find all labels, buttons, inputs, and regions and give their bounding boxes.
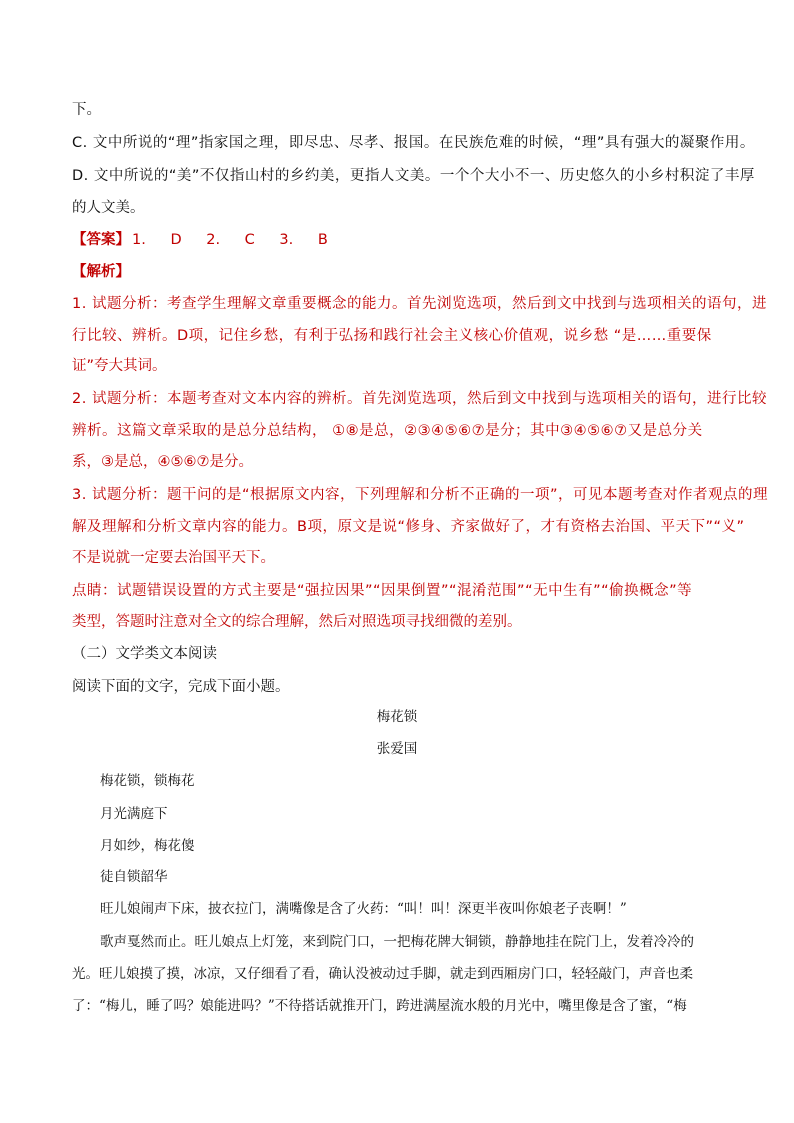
verse-1: 梅花锁，锁梅花	[100, 773, 195, 789]
reading-instruction: 阅读下面的文字，完成下面小题。	[72, 679, 290, 695]
story-paragraph-2-line3: 了：“梅儿，睡了吗？娘能进吗？”不待搭话就推开门，跨进满屋流水般的月光中，嘴里像是含了蜜，“梅	[72, 998, 687, 1014]
option-b-tail: 下。	[72, 102, 101, 118]
analysis-3-line3: 不是说就一定要去治国平天下。	[72, 550, 275, 566]
section-heading: （二）文学类文本阅读	[72, 646, 217, 662]
story-author: 张爱国	[376, 741, 418, 757]
story-paragraph-2-line1: 歌声戛然而止。旺儿娘点上灯笼，来到院门口，一把梅花牌大铜锁，静静地挂在院门上，发着冷冷的	[100, 934, 694, 950]
story-title: 梅花锁	[376, 709, 418, 725]
verse-2: 月光满庭下	[100, 806, 168, 822]
option-d-line2: 的人文美。	[72, 200, 145, 216]
tip-line2: 类型，答题时注意对全文的综合理解，然后对照选项寻找细微的差别。	[72, 614, 522, 630]
verse-3: 月如纱，梅花傻	[100, 838, 195, 854]
analysis-1-line1: 1. 试题分析：考查学生理解文章重要概念的能力。首先浏览选项，然后到文中找到与选项相关的语句，进	[72, 296, 767, 312]
analysis-1-line2: 行比较、辨析。D项，记住乡愁，有利于弘扬和践行社会主义核心价值观，说乡愁 “是……重要保	[72, 328, 712, 344]
story-paragraph-2-line2: 光。旺儿娘摸了摸，冰凉，又仔细看了看，确认没被动过手脚，就走到西厢房门口，轻轻敲门，声音也柔	[72, 966, 693, 982]
option-c: C. 文中所说的“理”指家国之理，即尽忠、尽孝、报国。在民族危难的时候，“理”具有强大的凝聚作用。	[72, 135, 755, 151]
tip-line1: 点睛：试题错误设置的方式主要是“强拉因果”“因果倒置”“混淆范围”“无中生有”“偷换概念”等	[72, 583, 693, 599]
analysis-2-line1: 2. 试题分析：本题考查对文本内容的辨析。首先浏览选项，然后到文中找到与选项相关的语句，进行比较	[72, 391, 767, 407]
analysis-tag: 【解析】	[72, 264, 130, 280]
story-paragraph-1: 旺儿娘闹声下床，披衣拉门，满嘴像是含了火药：“叫！叫！深更半夜叫你娘老子丧啊！”	[100, 901, 627, 917]
answer-values: 1. D 2. C 3. B	[132, 232, 328, 248]
answer-tag: 【答案】	[72, 232, 130, 248]
analysis-3-line1: 3. 试题分析：题干问的是“根据原文内容，下列理解和分析不正确的一项”，可见本题考查对作者观点的理	[72, 487, 768, 503]
analysis-1-line3: 证”夸大其词。	[72, 358, 167, 374]
answer-line	[72, 230, 722, 250]
analysis-3-line2: 解及理解和分析文章内容的能力。B项，原文是说“修身、齐家做好了，才有资格去治国、平天下”“义”	[72, 519, 745, 535]
analysis-2-line2: 辨析。这篇文章采取的是总分总结构， ①⑧是总，②③④⑤⑥⑦是分；其中③④⑤⑥⑦又是总分关	[72, 423, 703, 439]
analysis-2-line3: 系，③是总，④⑤⑥⑦是分。	[72, 454, 253, 470]
verse-4: 徒自锁韶华	[100, 869, 168, 885]
option-d-line1: D. 文中所说的“美”不仅指山村的乡约美，更指人文美。一个个大小不一、历史悠久的小乡村积淀了丰厚	[72, 168, 755, 184]
